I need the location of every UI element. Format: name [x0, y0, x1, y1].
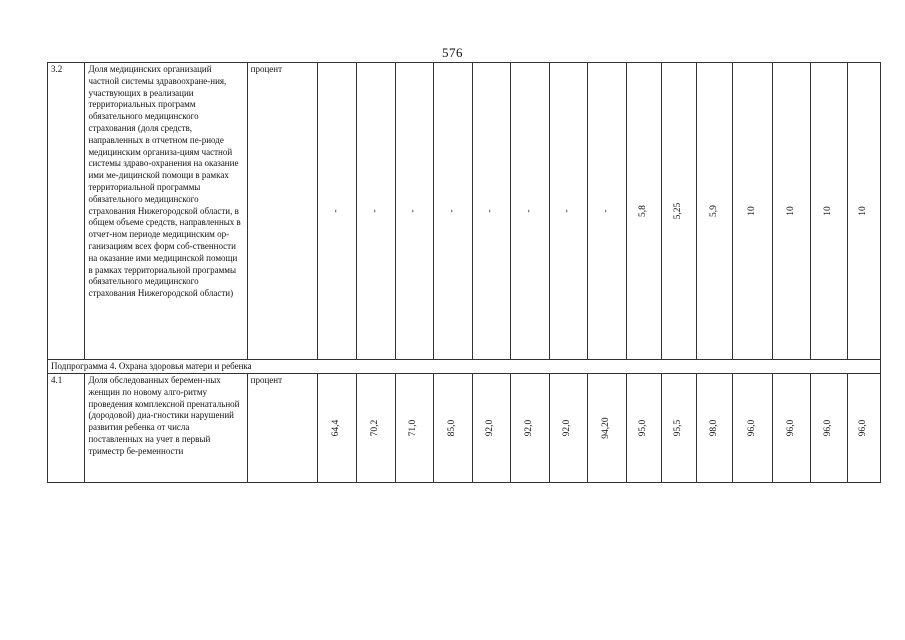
- value-text: 10: [858, 206, 869, 216]
- value-cell: [810, 374, 847, 483]
- section-header: Подпрограмма 4. Охрана здоровья матери и ребенка: [48, 360, 881, 374]
- value-cell: [357, 374, 396, 483]
- value-text: 92,0: [562, 419, 573, 437]
- value-text: 64,4: [330, 419, 341, 437]
- section-row: [48, 360, 881, 374]
- value-text: -: [408, 209, 419, 213]
- value-text: 92,0: [523, 419, 534, 437]
- value-cell: [697, 63, 732, 360]
- value-text: 95,0: [637, 419, 648, 437]
- value-cell: [588, 374, 627, 483]
- value-cell: [732, 63, 773, 360]
- value-text: 5,9: [708, 205, 719, 217]
- value-text: 96,0: [785, 419, 796, 437]
- value-text: 85,0: [446, 419, 457, 437]
- unit-cell: процент: [247, 374, 317, 483]
- value-cell: [511, 374, 550, 483]
- value-text: -: [562, 209, 573, 213]
- value-cell: [662, 374, 697, 483]
- page-number: 576: [442, 45, 463, 60]
- value-text: -: [600, 209, 611, 213]
- value-text: 98,0: [708, 419, 719, 437]
- value-cell: [697, 374, 732, 483]
- value-cell: [317, 374, 357, 483]
- indicator-table: [47, 62, 881, 483]
- value-text: -: [369, 209, 380, 213]
- value-cell: [773, 63, 810, 360]
- value-cell: [773, 374, 810, 483]
- value-text: -: [446, 209, 457, 213]
- value-cell: [588, 63, 627, 360]
- value-cell: [395, 63, 434, 360]
- value-text: 10: [823, 206, 834, 216]
- value-cell: [848, 63, 881, 360]
- value-text: 96,0: [746, 419, 757, 437]
- value-cell: [472, 63, 511, 360]
- value-text: 71,0: [408, 419, 419, 437]
- value-text: 92,0: [485, 419, 496, 437]
- value-text: 96,0: [823, 419, 834, 437]
- value-text: 5,8: [637, 205, 648, 217]
- value-text: 10: [746, 206, 757, 216]
- value-cell: [395, 374, 434, 483]
- value-cell: [549, 374, 588, 483]
- value-text: 70,2: [369, 419, 380, 437]
- value-cell: [732, 374, 773, 483]
- indicator-description: Доля медицинских организаций частной системы здравоохране-ния, участвующих в реализации территориальных программ обязательного медицинского страхования (доля средств, направленных в отчетном пе-риоде медицинским организа-циям частной системы здраво-охранения на оказание ими ме-дицинской помощи в рамках территориальной программы обязательного медицинского страхования Нижегородской области, в общем объеме средств, направленных в отчет-ном периоде медицинским ор-ганизациям всех форм соб-ственности на оказание ими медицинской помощи в рамках территориальной программы обязательного медицинского страхования Нижегородской области): [85, 63, 247, 360]
- value-cell: [626, 63, 661, 360]
- value-cell: [434, 374, 473, 483]
- value-text: 95,5: [673, 419, 684, 437]
- value-cell: [511, 63, 550, 360]
- value-cell: [472, 374, 511, 483]
- value-text: 94,20: [600, 417, 611, 439]
- value-text: 96,0: [858, 419, 869, 437]
- table-row-3-2: [48, 63, 881, 360]
- value-text: 10: [785, 206, 796, 216]
- value-text: -: [523, 209, 534, 213]
- value-cell: [434, 63, 473, 360]
- value-cell: [626, 374, 661, 483]
- value-cell: [317, 63, 357, 360]
- row-number: 3.2: [48, 63, 85, 360]
- row-number: 4.1: [48, 374, 85, 483]
- indicator-description: Доля обследованных беремен-ных женщин по новому алго-ритму проведения комплексной пренатальной (дородовой) диа-гностики нарушений развития ребенка от числа поставленных на учет в первый триместр бе-ременности: [85, 374, 247, 483]
- value-cell: [662, 63, 697, 360]
- value-cell: [357, 63, 396, 360]
- table-row-4-1: [48, 374, 881, 483]
- unit-cell: процент: [247, 63, 317, 360]
- value-text: -: [485, 209, 496, 213]
- value-cell: [549, 63, 588, 360]
- value-text: -: [330, 209, 341, 213]
- value-cell: [810, 63, 847, 360]
- value-text: 5,25: [673, 202, 684, 220]
- value-cell: [848, 374, 881, 483]
